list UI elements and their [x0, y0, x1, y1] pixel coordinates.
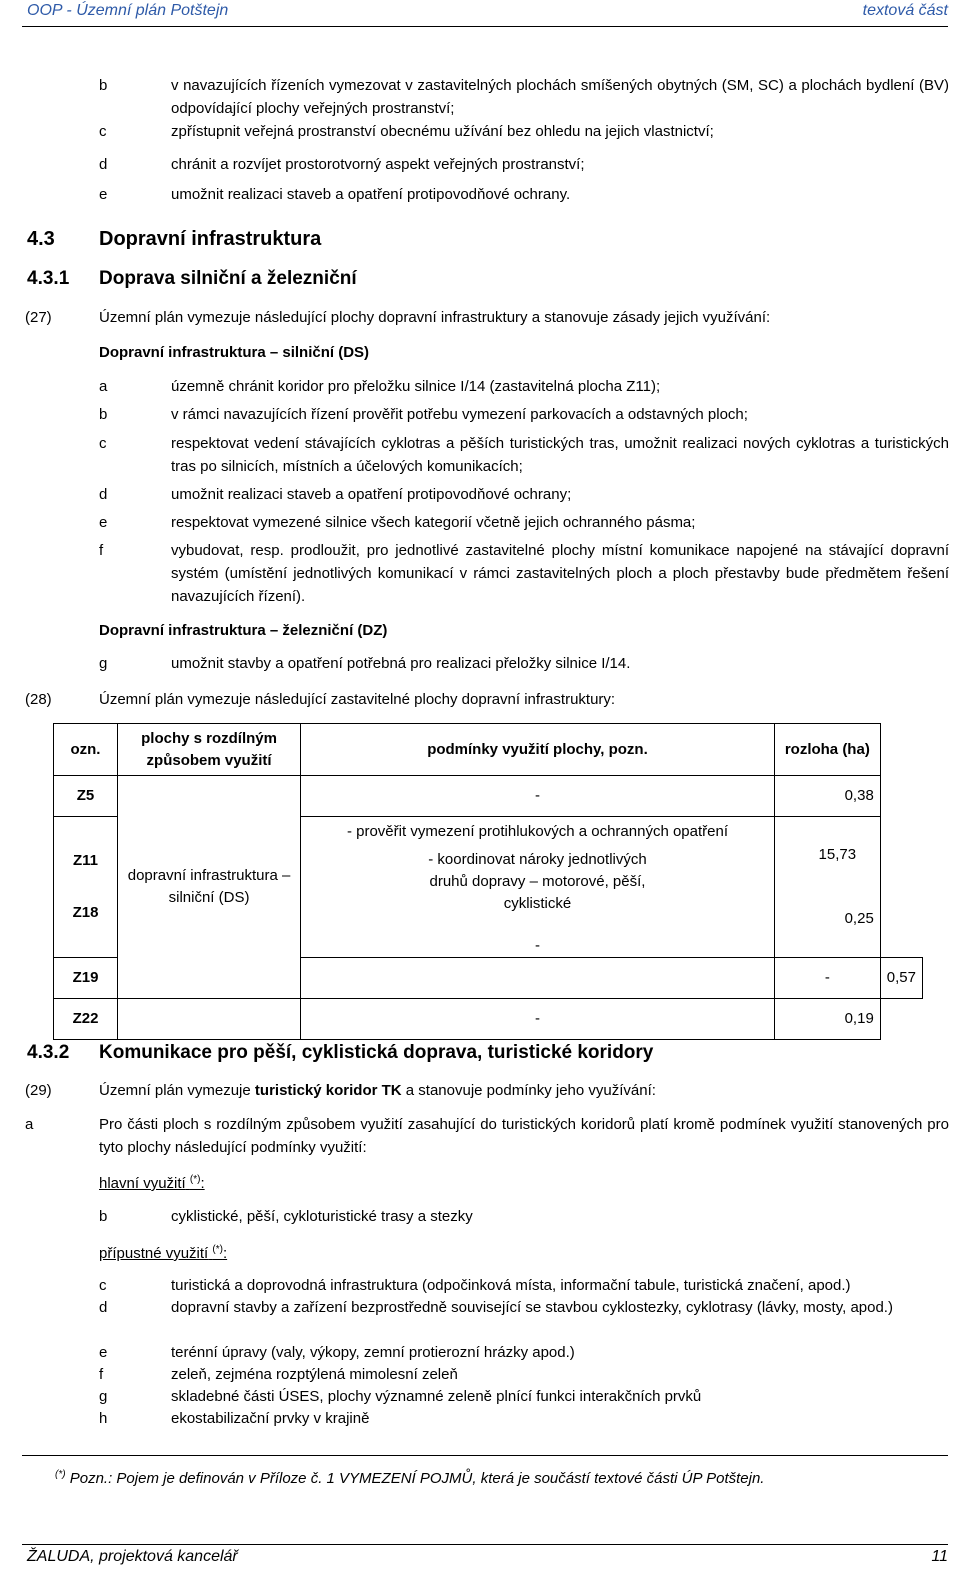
cell-plochy-group: dopravní infrastruktura – silniční (DS)	[117, 776, 300, 999]
table-row	[54, 776, 923, 817]
cell-podminky: -	[774, 958, 880, 999]
cell-podminky: -	[301, 776, 775, 817]
paragraph-number: (28)	[25, 691, 52, 708]
paragraph-number: (27)	[25, 309, 52, 326]
list-item: vybudovat, resp. prodloužit, pro jednotlivé zastavitelné plochy místní komunikace napojené na stávající dopravní systém (umístění jednotlivých komunikací v rámci zastavitelných ploch a ploch přestavby bude předmětem řešení navazujících řízení).	[171, 542, 949, 605]
subsection-number: 4.3.2	[27, 1042, 70, 1063]
list-item: respektovat vymezené silnice všech kategorií včetně jejich ochranného pásma;	[171, 514, 696, 531]
cell-podminky	[301, 817, 775, 958]
list-letter: d	[99, 156, 108, 173]
table-header-row	[54, 724, 923, 776]
hlavni-label	[99, 1168, 205, 1195]
footer-left: ŽALUDA, projektová kancelář	[27, 1548, 238, 1565]
footnote-rule	[22, 1455, 948, 1456]
list-item: územně chránit koridor pro přeložku silnice I/14 (zastavitelná plocha Z11);	[171, 378, 661, 395]
list-item: cyklistické, pěší, cykloturistické trasy a stezky	[171, 1208, 473, 1225]
paragraph-text: Územní plán vymezuje následující plochy dopravní infrastruktury a stanovuje zásady jejich využívání:	[99, 309, 771, 326]
footnote-mark: (*)	[55, 1469, 66, 1480]
list-letter: b	[99, 406, 108, 423]
cell-ozn-z18: Z18	[72, 904, 99, 921]
list-item: turistická a doprovodná infrastruktura (odpočinková místa, informační tabule, turistická značení, apod.)	[171, 1277, 851, 1294]
podminky-line: - koordinovat nároky jednotlivých druhů dopravy – motorové, pěší, cyklistické	[428, 851, 647, 912]
list-letter: g	[99, 1388, 108, 1405]
section-number: 4.3	[27, 228, 55, 250]
list-letter: c	[99, 435, 107, 452]
section-title: Dopravní infrastruktura	[99, 228, 322, 250]
list-item: zpřístupnit veřejná prostranství obecnému užívání bez ohledu na jejich vlastnictví;	[171, 123, 714, 140]
list-item: dopravní stavby a zařízení bezprostředně související se stavbou cyklostezky, cyklotrasy (lávky, mosty, apod.)	[171, 1299, 893, 1316]
list-letter: d	[99, 1299, 108, 1316]
header-left: OOP - Územní plán Potštejn	[27, 2, 229, 19]
dz-heading: Dopravní infrastruktura – železniční (DZ)	[99, 622, 388, 639]
th-rozloha: rozloha (ha)	[774, 724, 880, 776]
list-letter: e	[99, 186, 108, 203]
cell-ozn	[54, 817, 118, 958]
list-letter: h	[99, 1410, 108, 1427]
subsection-title: Komunikace pro pěší, cyklistická doprava, turistické koridory	[99, 1042, 654, 1063]
list-item: umožnit stavby a opatření potřebná pro realizaci přeložky silnice I/14.	[171, 655, 631, 672]
list-letter: b	[99, 1208, 108, 1225]
podminky-line: - prověřit vymezení protihlukových a ochranných opatření	[346, 823, 728, 840]
list-item: respektovat vedení stávajících cyklotras a pěších turistických tras, umožnit realizaci nových cyklotras a turistických tras po silnicích, místních a účelových komunikacích;	[171, 435, 949, 475]
cell-podminky: -	[301, 999, 775, 1040]
list-letter: c	[99, 1277, 107, 1294]
podminky-dash: -	[534, 937, 540, 954]
th-ozn: ozn.	[54, 724, 118, 776]
cell-ozn-z11: Z11	[72, 852, 98, 869]
footnote-text: Pozn.: Pojem je definován v Příloze č. 1 VYMEZENÍ POJMŮ, která je součástí textové části ÚP Potštejn.	[69, 1470, 765, 1487]
cell-ozn: Z5	[54, 776, 118, 817]
list-letter: f	[99, 542, 104, 559]
pripustne-label	[99, 1238, 227, 1265]
p29-text-before: Územní plán vymezuje	[99, 1082, 255, 1099]
paragraph-text: Pro části ploch s rozdílným způsobem využití zasahující do turistických koridorů platí kromě podmínek využití stanovených pro tyto plochy následující podmínky využití:	[99, 1116, 949, 1156]
p29-text-bold: turistický koridor TK	[254, 1082, 402, 1099]
subsection-title: Doprava silniční a železniční	[99, 268, 357, 289]
footer-rule	[22, 1544, 948, 1545]
header-right: textová část	[862, 2, 948, 19]
list-item: ekostabilizační prvky v krajině	[171, 1410, 370, 1427]
cell-rozloha: 0,38	[774, 776, 880, 817]
p29-text-after: a stanovuje podmínky jeho využívání:	[401, 1082, 656, 1099]
list-item: skladebné části ÚSES, plochy významné zeleně plnící funkci interakčních prvků	[171, 1388, 702, 1405]
list-letter: g	[99, 655, 108, 672]
table-row	[54, 999, 923, 1040]
list-letter: d	[99, 486, 108, 503]
cell-plochy-empty	[117, 999, 300, 1040]
list-item: terénní úpravy (valy, výkopy, zemní protierozní hrázky apod.)	[171, 1344, 575, 1361]
subsection-number: 4.3.1	[27, 268, 70, 289]
list-item: v navazujících řízeních vymezovat v zastavitelných plochách smíšených obytných (SM, SC) a plochách bydlení (BV) odpovídající plochy veřejných prostranství;	[171, 77, 949, 117]
rozloha-z18: 0,25	[844, 910, 874, 927]
footer-page-number: 11	[931, 1548, 948, 1565]
list-item: zeleň, zejména rozptýlená mimolesní zeleň	[171, 1366, 458, 1383]
list-letter: a	[25, 1116, 34, 1133]
list-letter: b	[99, 77, 108, 94]
cell-ozn: Z19	[54, 958, 118, 999]
list-letter: e	[99, 514, 108, 531]
paragraph-text: Územní plán vymezuje následující zastavitelné plochy dopravní infrastruktury:	[99, 691, 616, 708]
list-letter: e	[99, 1344, 108, 1361]
th-podminky: podmínky využití plochy, pozn.	[301, 724, 775, 776]
hlavni-label-text: hlavní využití (*):	[99, 1174, 205, 1192]
paragraph-text	[99, 1079, 949, 1102]
list-item: umožnit realizaci staveb a opatření protipovodňové ochrany.	[171, 186, 571, 203]
areas-table	[53, 723, 923, 1040]
cell-rozloha: 0,57	[880, 958, 922, 999]
list-letter: a	[99, 378, 108, 395]
header-rule	[22, 26, 948, 27]
ds-heading: Dopravní infrastruktura – silniční (DS)	[99, 344, 370, 361]
list-item: umožnit realizaci staveb a opatření protipovodňové ochrany;	[171, 486, 572, 503]
cell-rozloha: 0,19	[774, 999, 880, 1040]
th-plochy: plochy s rozdílným způsobem využití	[117, 724, 300, 776]
cell-plochy-empty	[301, 958, 775, 999]
list-item: chránit a rozvíjet prostorotvorný aspekt veřejných prostranství;	[171, 156, 585, 173]
footnote	[55, 1463, 945, 1490]
pripustne-label-text: přípustné využití (*):	[99, 1244, 228, 1262]
list-letter: f	[99, 1366, 104, 1383]
list-letter: c	[99, 123, 107, 140]
rozloha-z11: 15,73	[818, 846, 857, 863]
list-item: v rámci navazujících řízení prověřit potřebu vymezení parkovacích a odstavných ploch;	[171, 406, 748, 423]
paragraph-number: (29)	[25, 1082, 52, 1099]
cell-ozn: Z22	[54, 999, 118, 1040]
cell-rozloha	[774, 817, 880, 958]
